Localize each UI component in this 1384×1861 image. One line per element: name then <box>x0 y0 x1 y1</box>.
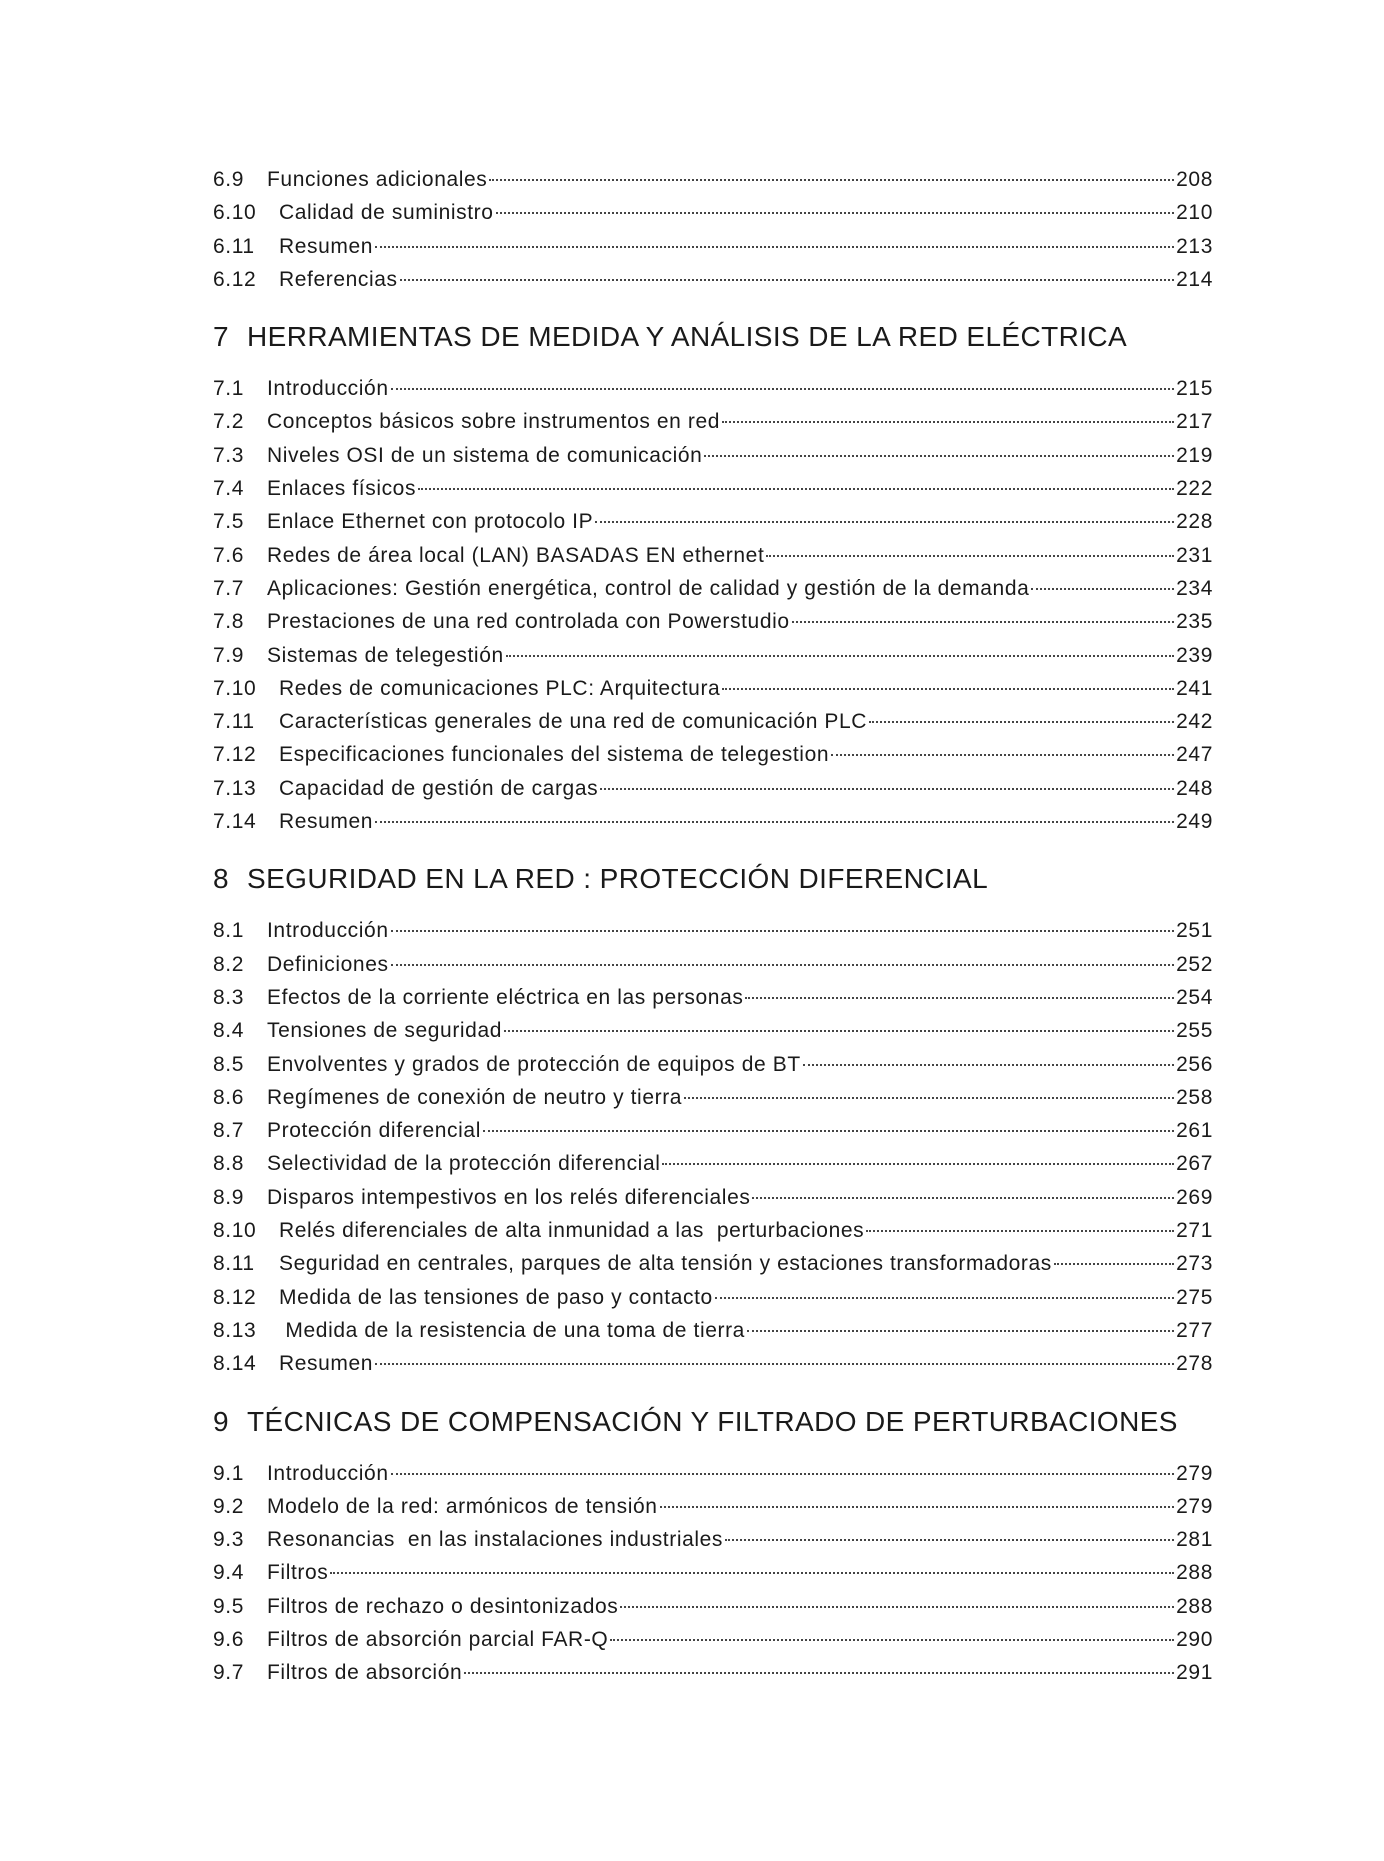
entry-number: 8.3 <box>213 985 244 1009</box>
toc-entry[interactable] <box>213 1319 1213 1352</box>
dot-leader <box>715 1297 1174 1299</box>
entry-page-number: 269 <box>1176 1185 1213 1209</box>
entry-number: 6.10 <box>213 201 257 225</box>
dot-leader <box>330 1572 1174 1574</box>
dot-leader <box>600 788 1174 790</box>
entry-page-number: 252 <box>1176 952 1213 976</box>
entry-title: Disparos intempestivos en los relés diferenciales <box>267 1185 751 1209</box>
toc-entry[interactable] <box>213 1628 1213 1661</box>
entry-title: Regímenes de conexión de neutro y tierra <box>267 1085 683 1109</box>
entry-page-number: 288 <box>1176 1594 1213 1618</box>
entry-title: Selectividad de la protección diferencial <box>267 1152 661 1176</box>
entry-page-number: 278 <box>1176 1352 1213 1376</box>
toc-entry[interactable] <box>213 410 1213 443</box>
entry-title: Redes de comunicaciones PLC: Arquitectura <box>279 676 721 700</box>
toc-entry[interactable] <box>213 1119 1213 1152</box>
entry-number: 7.6 <box>213 543 244 567</box>
entry-number: 8.10 <box>213 1219 257 1243</box>
entry-page-number: 248 <box>1176 776 1213 800</box>
toc-entry[interactable] <box>213 477 1213 510</box>
entry-number: 9.6 <box>213 1627 244 1651</box>
entry-page-number: 208 <box>1176 168 1213 191</box>
entry-title: Filtros de absorción parcial FAR-Q <box>267 1627 609 1651</box>
dot-leader <box>483 1130 1174 1132</box>
entry-title: Relés diferenciales de alta inmunidad a las perturbaciones <box>279 1219 865 1243</box>
toc-entry[interactable] <box>213 1561 1213 1594</box>
entry-page-number: 275 <box>1176 1285 1213 1309</box>
entry-title: Redes de área local (LAN) BASADAS EN ethernet <box>267 543 765 567</box>
toc-entry[interactable] <box>213 377 1213 410</box>
dot-leader <box>418 488 1174 490</box>
entry-title: Filtros de rechazo o desintonizados <box>267 1594 619 1618</box>
entry-title: Medida de las tensiones de paso y contacto <box>279 1285 713 1309</box>
entry-page-number: 254 <box>1176 985 1213 1009</box>
chapter-heading <box>213 1406 1213 1446</box>
toc-entry[interactable] <box>213 810 1213 843</box>
entry-title: Envolventes y grados de protección de equipos de BT <box>267 1052 801 1076</box>
entry-title: Niveles OSI de un sistema de comunicación <box>267 443 703 467</box>
toc-entry[interactable] <box>213 1352 1213 1385</box>
entry-number: 8.8 <box>213 1152 244 1176</box>
entry-number: 8.5 <box>213 1052 244 1076</box>
dot-leader <box>745 997 1174 999</box>
entry-number: 8.4 <box>213 1019 244 1043</box>
dot-leader <box>595 521 1174 523</box>
dot-leader <box>400 279 1175 281</box>
dot-leader <box>391 1473 1175 1475</box>
toc-entry[interactable] <box>213 986 1213 1019</box>
entry-number: 7.10 <box>213 676 257 700</box>
entry-number: 7.4 <box>213 477 244 501</box>
entry-number: 7.9 <box>213 643 244 667</box>
toc-entry[interactable] <box>213 610 1213 643</box>
entry-page-number: 242 <box>1176 710 1213 734</box>
entry-number: 7.12 <box>213 743 257 767</box>
dot-leader <box>831 754 1174 756</box>
entry-title: Efectos de la corriente eléctrica en las personas <box>267 985 744 1009</box>
entry-title: Seguridad en centrales, parques de alta tensión y estaciones transformadoras <box>279 1252 1052 1276</box>
toc-entry[interactable] <box>213 644 1213 677</box>
entry-title: Definiciones <box>267 952 389 976</box>
entry-number: 7.14 <box>213 810 257 834</box>
entry-page-number: 288 <box>1176 1561 1213 1585</box>
entry-page-number: 213 <box>1176 234 1213 258</box>
entry-title: Resumen <box>279 1352 374 1376</box>
toc-entry[interactable] <box>213 1053 1213 1086</box>
dot-leader <box>869 721 1174 723</box>
entry-number: 7.3 <box>213 443 244 467</box>
dot-leader <box>504 1030 1174 1032</box>
entry-page-number: 291 <box>1176 1661 1213 1685</box>
entry-page-number: 251 <box>1176 919 1213 943</box>
entry-number: 9.2 <box>213 1494 244 1518</box>
entry-page-number: 228 <box>1176 510 1213 534</box>
entry-title: Protección diferencial <box>267 1119 481 1143</box>
toc-entry[interactable] <box>213 677 1213 710</box>
toc-entry[interactable] <box>213 919 1213 952</box>
entry-title: Calidad de suministro <box>279 201 494 225</box>
entry-number: 8.13 <box>213 1318 257 1342</box>
toc-entry[interactable] <box>213 1661 1213 1694</box>
toc-entry[interactable] <box>213 168 1213 201</box>
dot-leader <box>752 1197 1174 1199</box>
dot-leader <box>375 246 1174 248</box>
dot-leader <box>464 1672 1174 1674</box>
chapter-title: HERRAMIENTAS DE MEDIDA Y ANÁLISIS DE LA RED ELÉCTRICA <box>247 321 1128 353</box>
dot-leader <box>704 455 1174 457</box>
entry-page-number: 234 <box>1176 576 1213 600</box>
dot-leader <box>496 212 1175 214</box>
entry-title: Características generales de una red de comunicación PLC <box>279 710 868 734</box>
entry-title: Introducción <box>267 377 389 401</box>
entry-page-number: 258 <box>1176 1085 1213 1109</box>
entry-page-number: 267 <box>1176 1152 1213 1176</box>
entry-title: Aplicaciones: Gestión energética, control de calidad y gestión de la demanda <box>267 576 1030 600</box>
toc-entry[interactable] <box>213 1495 1213 1528</box>
entry-page-number: 231 <box>1176 543 1213 567</box>
chapter-heading <box>213 863 1213 903</box>
entry-page-number: 279 <box>1176 1461 1213 1485</box>
entry-page-number: 217 <box>1176 410 1213 434</box>
toc-entry[interactable] <box>213 1462 1213 1495</box>
entry-number: 6.9 <box>213 168 244 191</box>
dot-leader <box>391 964 1175 966</box>
entry-number: 7.5 <box>213 510 244 534</box>
dot-leader <box>684 1097 1174 1099</box>
entry-page-number: 239 <box>1176 643 1213 667</box>
entry-number: 8.11 <box>213 1252 255 1276</box>
table-of-contents <box>213 168 1213 1695</box>
toc-entry[interactable] <box>213 1595 1213 1628</box>
toc-entry[interactable] <box>213 201 1213 234</box>
toc-entry[interactable] <box>213 268 1213 301</box>
dot-leader <box>803 1064 1174 1066</box>
dot-leader <box>766 555 1174 557</box>
entry-page-number: 247 <box>1176 743 1213 767</box>
entry-page-number: 256 <box>1176 1052 1213 1076</box>
chapter-heading <box>213 321 1213 361</box>
entry-page-number: 255 <box>1176 1019 1213 1043</box>
entry-number: 8.12 <box>213 1285 257 1309</box>
entry-number: 9.5 <box>213 1594 244 1618</box>
entry-number: 8.9 <box>213 1185 244 1209</box>
toc-entry[interactable] <box>213 777 1213 810</box>
toc-entry[interactable] <box>213 710 1213 743</box>
entry-title: Introducción <box>267 1461 389 1485</box>
entry-title: Enlaces físicos <box>267 477 417 501</box>
entry-number: 9.7 <box>213 1661 244 1685</box>
entry-title: Especificaciones funcionales del sistema de telegestion <box>279 743 830 767</box>
entry-title: Medida de la resistencia de una toma de tierra <box>279 1318 745 1342</box>
toc-entry[interactable] <box>213 510 1213 543</box>
chapter-title: SEGURIDAD EN LA RED : PROTECCIÓN DIFERENCIAL <box>247 863 989 895</box>
toc-entry[interactable] <box>213 444 1213 477</box>
entry-number: 8.7 <box>213 1119 244 1143</box>
entry-title: Resumen <box>279 810 374 834</box>
entry-number: 7.1 <box>213 377 244 401</box>
entry-title: Filtros <box>267 1561 329 1585</box>
entry-title: Capacidad de gestión de cargas <box>279 776 599 800</box>
dot-leader <box>506 655 1174 657</box>
entry-title: Enlace Ethernet con protocolo IP <box>267 510 594 534</box>
entry-title: Modelo de la red: armónicos de tensión <box>267 1494 658 1518</box>
dot-leader <box>610 1639 1174 1641</box>
entry-number: 8.2 <box>213 952 244 976</box>
entry-page-number: 219 <box>1176 443 1213 467</box>
entry-title: Referencias <box>279 267 398 291</box>
entry-page-number: 249 <box>1176 810 1213 834</box>
entry-page-number: 290 <box>1176 1627 1213 1651</box>
entry-number: 7.7 <box>213 576 244 600</box>
toc-entry[interactable] <box>213 1528 1213 1561</box>
toc-entry[interactable] <box>213 1286 1213 1319</box>
entry-title: Resonancias en las instalaciones industriales <box>267 1528 724 1552</box>
entry-page-number: 235 <box>1176 610 1213 634</box>
dot-leader <box>662 1163 1174 1165</box>
entry-number: 8.14 <box>213 1352 257 1376</box>
entry-page-number: 273 <box>1176 1252 1213 1276</box>
entry-number: 9.1 <box>213 1461 244 1485</box>
entry-number: 9.3 <box>213 1528 244 1552</box>
chapter-number: 8 <box>213 863 229 895</box>
dot-leader <box>747 1330 1174 1332</box>
entry-title: Introducción <box>267 919 389 943</box>
entry-page-number: 281 <box>1176 1528 1213 1552</box>
entry-number: 6.12 <box>213 267 257 291</box>
dot-leader <box>375 1363 1174 1365</box>
entry-number: 7.2 <box>213 410 244 434</box>
dot-leader <box>725 1539 1174 1541</box>
entry-title: Sistemas de telegestión <box>267 643 504 667</box>
entry-page-number: 271 <box>1176 1219 1213 1243</box>
toc-entry[interactable] <box>213 1219 1213 1252</box>
entry-title: Filtros de absorción <box>267 1661 463 1685</box>
entry-page-number: 210 <box>1176 201 1213 225</box>
entry-number: 9.4 <box>213 1561 244 1585</box>
dot-leader <box>1031 588 1174 590</box>
entry-page-number: 241 <box>1176 676 1213 700</box>
entry-number: 8.6 <box>213 1085 244 1109</box>
dot-leader <box>620 1606 1174 1608</box>
toc-entry[interactable] <box>213 1152 1213 1185</box>
entry-number: 7.13 <box>213 776 257 800</box>
dot-leader <box>391 388 1175 390</box>
dot-leader <box>660 1506 1175 1508</box>
chapter-title: TÉCNICAS DE COMPENSACIÓN Y FILTRADO DE PERTURBACIONES <box>247 1405 1178 1437</box>
dot-leader <box>722 421 1174 423</box>
toc-entry[interactable] <box>213 1086 1213 1119</box>
dot-leader <box>1054 1263 1174 1265</box>
chapter-number: 9 <box>213 1405 229 1437</box>
toc-entry[interactable] <box>213 743 1213 776</box>
chapter-number: 7 <box>213 321 229 353</box>
entry-page-number: 261 <box>1176 1119 1213 1143</box>
toc-entry[interactable] <box>213 544 1213 577</box>
toc-entry[interactable] <box>213 1019 1213 1052</box>
toc-entry[interactable] <box>213 235 1213 268</box>
dot-leader <box>722 688 1174 690</box>
entry-page-number: 222 <box>1176 477 1213 501</box>
toc-entry[interactable] <box>213 953 1213 986</box>
dot-leader <box>489 179 1174 181</box>
entry-number: 7.11 <box>213 710 255 734</box>
entry-title: Prestaciones de una red controlada con Powerstudio <box>267 610 790 634</box>
dot-leader <box>391 930 1175 932</box>
entry-title: Tensiones de seguridad <box>267 1019 503 1043</box>
entry-title: Funciones adicionales <box>267 168 488 191</box>
entry-number: 7.8 <box>213 610 244 634</box>
entry-number: 6.11 <box>213 234 255 258</box>
dot-leader <box>866 1230 1174 1232</box>
dot-leader <box>792 621 1175 623</box>
entry-page-number: 215 <box>1176 377 1213 401</box>
entry-number: 8.1 <box>213 919 244 943</box>
entry-page-number: 214 <box>1176 267 1213 291</box>
entry-page-number: 279 <box>1176 1494 1213 1518</box>
toc-entry[interactable] <box>213 1186 1213 1219</box>
toc-entry[interactable] <box>213 577 1213 610</box>
toc-entry[interactable] <box>213 1252 1213 1285</box>
entry-title: Conceptos básicos sobre instrumentos en red <box>267 410 721 434</box>
dot-leader <box>375 821 1174 823</box>
entry-page-number: 277 <box>1176 1318 1213 1342</box>
entry-title: Resumen <box>279 234 374 258</box>
